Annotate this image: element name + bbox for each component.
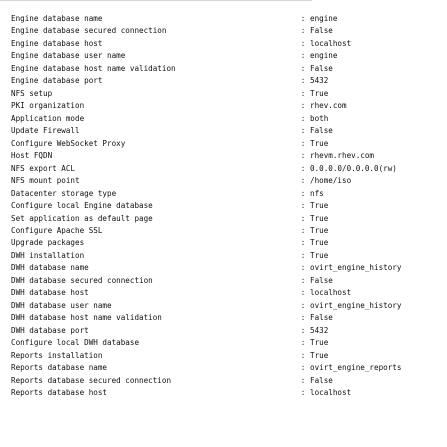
summary-row <box>0 100 447 112</box>
separator: : <box>300 38 306 48</box>
row-gutter <box>0 225 11 237</box>
summary-row <box>0 250 447 262</box>
separator: : <box>300 388 306 398</box>
separator: : <box>300 225 306 235</box>
setting-value: ovirt_engine_history <box>310 263 402 273</box>
separator: : <box>300 163 306 173</box>
setting-name: Application mode <box>11 113 85 123</box>
setting-value: rhevm.rhev.com <box>310 151 375 161</box>
summary-row <box>0 163 447 175</box>
row-gutter <box>0 13 11 25</box>
row-gutter <box>0 150 11 162</box>
setting-value: False <box>310 26 333 36</box>
setting-value: True <box>310 225 329 235</box>
separator: : <box>300 375 306 385</box>
row-gutter <box>0 63 11 75</box>
separator: : <box>300 113 306 123</box>
summary-row <box>0 175 447 187</box>
setting-name: Host FQDN <box>11 151 53 161</box>
summary-row <box>0 150 447 162</box>
row-gutter <box>0 163 11 175</box>
row-gutter <box>0 38 11 50</box>
setting-value: localhost <box>310 388 352 398</box>
separator: : <box>300 325 306 335</box>
separator: : <box>300 138 306 148</box>
row-gutter <box>0 200 11 212</box>
setting-value: False <box>310 375 333 385</box>
separator: : <box>300 275 306 285</box>
setting-value: True <box>310 338 329 348</box>
summary-row <box>0 63 447 75</box>
setting-name: Reports database host <box>11 388 108 398</box>
setting-name: Update Firewall <box>11 126 80 136</box>
setting-name: Engine database port <box>11 76 103 86</box>
separator: : <box>300 350 306 360</box>
row-gutter <box>0 50 11 62</box>
summary-row <box>0 38 447 50</box>
row-gutter <box>0 300 11 312</box>
setting-name: Configure WebSocket Proxy <box>11 138 126 148</box>
separator: : <box>300 88 306 98</box>
row-gutter <box>0 100 11 112</box>
separator: : <box>300 14 306 23</box>
summary-row <box>0 375 447 387</box>
row-gutter <box>0 375 11 387</box>
row-gutter <box>0 88 11 100</box>
setting-name: Reports database secured connection <box>11 375 172 385</box>
summary-row <box>0 88 447 100</box>
setting-value: localhost <box>310 38 352 48</box>
row-gutter <box>0 25 11 37</box>
summary-row <box>0 225 447 237</box>
row-gutter <box>0 237 11 249</box>
summary-row <box>0 275 447 287</box>
summary-row <box>0 387 447 399</box>
summary-row <box>0 312 447 324</box>
summary-row <box>0 125 447 137</box>
setting-name: Engine database host name validation <box>11 63 176 73</box>
setting-value: nfs <box>310 188 324 198</box>
setting-value: engine <box>310 14 338 23</box>
row-gutter <box>0 312 11 324</box>
summary-row <box>0 287 447 299</box>
summary-row <box>0 50 447 62</box>
summary-row <box>0 262 447 274</box>
setting-name: DWH database host <box>11 288 89 298</box>
setting-value: 0.0.0.0/0.0.0.0(rw) <box>310 163 397 173</box>
separator: : <box>300 213 306 223</box>
summary-row <box>0 350 447 362</box>
separator: : <box>300 63 306 73</box>
setting-name: DWH database host name validation <box>11 313 162 323</box>
summary-row <box>0 138 447 150</box>
summary-row <box>0 237 447 249</box>
setting-name: PKI organization <box>11 101 85 111</box>
row-gutter <box>0 250 11 262</box>
setting-name: DWH database name <box>11 263 89 273</box>
setting-name: Engine database name <box>11 14 103 23</box>
setting-name: DWH installation <box>11 250 85 260</box>
separator: : <box>300 188 306 198</box>
setting-value: engine <box>310 51 338 61</box>
setting-value: True <box>310 238 329 248</box>
row-gutter <box>0 287 11 299</box>
setting-value: 5432 <box>310 325 329 335</box>
row-gutter <box>0 337 11 349</box>
separator: : <box>300 338 306 348</box>
setting-value: True <box>310 88 329 98</box>
setting-value: /home/iso <box>310 176 352 186</box>
setting-name: Configure Apache SSL <box>11 225 103 235</box>
setting-name: Engine database host <box>11 38 103 48</box>
top-rule <box>0 0 312 1</box>
summary-row <box>0 188 447 200</box>
row-gutter <box>0 113 11 125</box>
summary-row <box>0 75 447 87</box>
separator: : <box>300 201 306 211</box>
summary-row <box>0 113 447 125</box>
row-gutter <box>0 75 11 87</box>
setting-value: False <box>310 275 333 285</box>
separator: : <box>300 151 306 161</box>
row-gutter <box>0 262 11 274</box>
summary-row <box>0 13 447 25</box>
setting-value: both <box>310 113 329 123</box>
setting-name: Datacenter storage type <box>11 188 117 198</box>
setting-name: Configure local Engine database <box>11 201 153 211</box>
setting-name: NFS mount point <box>11 176 80 186</box>
summary-row <box>0 362 447 374</box>
separator: : <box>300 363 306 373</box>
row-gutter <box>0 213 11 225</box>
separator: : <box>300 238 306 248</box>
setting-name: NFS export ACL <box>11 163 76 173</box>
setting-name: Configure local DWH database <box>11 338 140 348</box>
setting-name: Reports database name <box>11 363 108 373</box>
setting-value: localhost <box>310 288 352 298</box>
setting-value: True <box>310 201 329 211</box>
row-gutter <box>0 387 11 399</box>
separator: : <box>300 313 306 323</box>
setting-value: False <box>310 126 333 136</box>
separator: : <box>300 288 306 298</box>
summary-row <box>0 25 447 37</box>
setting-name: Set application as default page <box>11 213 153 223</box>
row-gutter <box>0 138 11 150</box>
setting-value: rhev.com <box>310 101 347 111</box>
setting-value: True <box>310 350 329 360</box>
setting-value: True <box>310 213 329 223</box>
setting-value: True <box>310 250 329 260</box>
setting-name: DWH database port <box>11 325 89 335</box>
summary-row <box>0 200 447 212</box>
setting-value: ovirt_engine_history <box>310 300 402 310</box>
setting-name: DWH database secured connection <box>11 275 153 285</box>
setting-value: False <box>310 63 333 73</box>
top-strip <box>0 0 447 9</box>
setting-value: 5432 <box>310 76 329 86</box>
row-gutter <box>0 275 11 287</box>
configuration-summary <box>0 13 447 400</box>
setting-value: True <box>310 138 329 148</box>
setting-value: ovirt_engine_reports <box>310 363 402 373</box>
separator: : <box>300 300 306 310</box>
row-gutter <box>0 362 11 374</box>
separator: : <box>300 176 306 186</box>
separator: : <box>300 51 306 61</box>
separator: : <box>300 26 306 36</box>
row-gutter <box>0 188 11 200</box>
separator: : <box>300 250 306 260</box>
setting-name: DWH database user name <box>11 300 112 310</box>
summary-row <box>0 300 447 312</box>
separator: : <box>300 126 306 136</box>
summary-row <box>0 213 447 225</box>
bottom-cutoff-fade <box>0 443 447 447</box>
row-gutter <box>0 325 11 337</box>
separator: : <box>300 263 306 273</box>
setting-name: Reports installation <box>11 350 103 360</box>
row-gutter <box>0 175 11 187</box>
setting-name: Engine database secured connection <box>11 26 167 36</box>
setting-name: NFS setup <box>11 88 53 98</box>
summary-row <box>0 325 447 337</box>
row-gutter <box>0 350 11 362</box>
separator: : <box>300 76 306 86</box>
setting-value: False <box>310 313 333 323</box>
row-gutter <box>0 125 11 137</box>
setting-name: Upgrade packages <box>11 238 85 248</box>
summary-row <box>0 337 447 349</box>
separator: : <box>300 101 306 111</box>
setting-name: Engine database user name <box>11 51 126 61</box>
